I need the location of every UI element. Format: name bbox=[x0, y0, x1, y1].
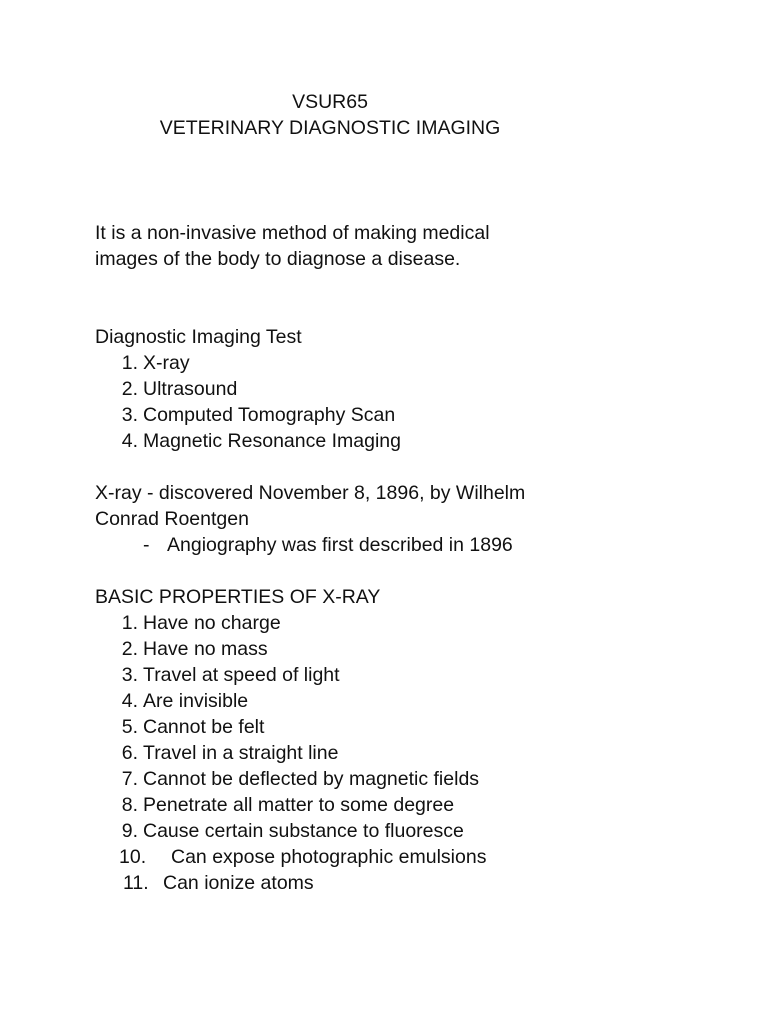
list-item bbox=[95, 610, 715, 636]
item-text: Magnetic Resonance Imaging bbox=[143, 430, 401, 452]
spacer bbox=[95, 454, 715, 480]
list-item bbox=[95, 792, 715, 818]
item-text: Travel at speed of light bbox=[143, 664, 340, 686]
course-title: VETERINARY DIAGNOSTIC IMAGING bbox=[159, 117, 501, 139]
item-number: 2. bbox=[121, 638, 138, 660]
item-text: Can expose photographic emulsions bbox=[171, 846, 487, 868]
list-item bbox=[95, 688, 715, 714]
list-item bbox=[95, 844, 715, 870]
xray-line: Conrad Roentgen bbox=[95, 508, 249, 530]
item-number: 3. bbox=[121, 404, 138, 426]
item-text: Are invisible bbox=[143, 690, 249, 712]
list-item bbox=[95, 428, 715, 454]
item-number: 7. bbox=[121, 768, 138, 790]
xray-line: X-ray - discovered November 8, 1896, by Wilhelm bbox=[95, 482, 526, 504]
list-item bbox=[95, 376, 715, 402]
bullet-text: Angiography was first described in 1896 bbox=[167, 534, 513, 556]
item-number: 6. bbox=[121, 742, 138, 764]
item-text: X-ray bbox=[143, 352, 190, 374]
tests-list bbox=[95, 350, 715, 454]
item-number: 5. bbox=[121, 716, 138, 738]
item-text: Travel in a straight line bbox=[143, 742, 339, 764]
list-item bbox=[95, 870, 715, 896]
properties-section bbox=[95, 584, 715, 896]
item-text: Cause certain substance to fluoresce bbox=[143, 820, 464, 842]
list-item bbox=[95, 350, 715, 376]
list-item bbox=[95, 636, 715, 662]
item-number: 1. bbox=[121, 612, 138, 634]
item-text: Have no charge bbox=[143, 612, 281, 634]
item-text: Ultrasound bbox=[143, 378, 238, 400]
list-item bbox=[95, 740, 715, 766]
list-item bbox=[95, 402, 715, 428]
item-text: Penetrate all matter to some degree bbox=[143, 794, 455, 816]
item-text: Cannot be felt bbox=[143, 716, 265, 738]
intro-line: It is a non-invasive method of making medical bbox=[95, 222, 490, 244]
item-number: 2. bbox=[121, 378, 138, 400]
item-number: 1. bbox=[121, 352, 138, 374]
list-item bbox=[95, 766, 715, 792]
properties-heading: BASIC PROPERTIES OF X-RAY bbox=[95, 586, 381, 608]
properties-list bbox=[95, 610, 715, 896]
item-number: 4. bbox=[121, 430, 138, 452]
tests-heading: Diagnostic Imaging Test bbox=[95, 326, 302, 348]
item-number: 9. bbox=[121, 820, 138, 842]
item-number: 11. bbox=[123, 872, 149, 894]
intro-line: images of the body to diagnose a disease. bbox=[95, 248, 461, 270]
item-number: 3. bbox=[121, 664, 138, 686]
spacer bbox=[95, 558, 715, 584]
xray-bullet bbox=[95, 532, 715, 558]
title-block bbox=[0, 89, 660, 141]
intro-paragraph bbox=[95, 220, 715, 272]
item-text: Cannot be deflected by magnetic fields bbox=[143, 768, 480, 790]
list-item bbox=[95, 818, 715, 844]
xray-section bbox=[95, 480, 715, 558]
item-text: Have no mass bbox=[143, 638, 268, 660]
document-body bbox=[95, 220, 715, 896]
list-item bbox=[95, 714, 715, 740]
dash-marker: - bbox=[143, 534, 150, 556]
tests-section bbox=[95, 324, 715, 454]
item-text: Computed Tomography Scan bbox=[143, 404, 396, 426]
item-number: 4. bbox=[121, 690, 138, 712]
item-number: 10. bbox=[119, 846, 147, 868]
list-item bbox=[95, 662, 715, 688]
item-number: 8. bbox=[121, 794, 138, 816]
course-code: VSUR65 bbox=[292, 91, 368, 113]
item-text: Can ionize atoms bbox=[163, 872, 314, 894]
